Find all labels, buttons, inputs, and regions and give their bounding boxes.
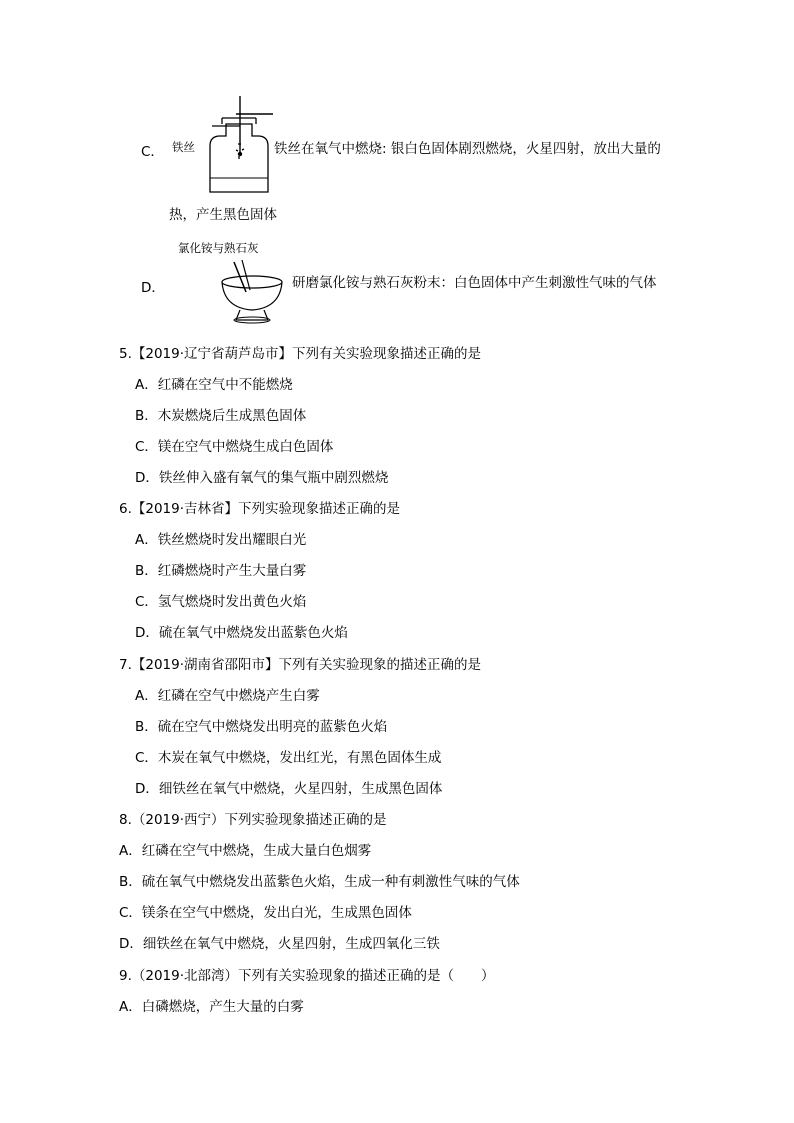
q9-option-a: A．白磷燃烧，产生大量的白雾	[119, 999, 304, 1015]
mortar-pestle-drawing	[212, 256, 292, 326]
option-c-text: 铁丝在氧气中燃烧: 银白色固体剧烈燃烧，火星四射，放出大量的	[274, 141, 661, 157]
q8-option-d: D．细铁丝在氧气中燃烧，火星四射，生成四氧化三铁	[119, 936, 440, 952]
q6-option-d: D．硫在氧气中燃烧发出蓝紫色火焰	[135, 625, 348, 641]
q5-option-b: B．木炭燃烧后生成黑色固体	[135, 408, 307, 424]
q8-option-c: C．镁条在空气中燃烧，发出白光，生成黑色固体	[119, 905, 412, 921]
q8-stem: 8.（2019·西宁）下列实验现象描述正确的是	[119, 812, 387, 828]
q8-option-b: B．硫在氧气中燃烧发出蓝紫色火焰，生成一种有刺激性气味的气体	[119, 874, 520, 890]
option-d-text: 研磨氯化铵与熟石灰粉末：白色固体中产生刺激性气味的气体	[292, 275, 657, 291]
q5-stem: 5.【2019·辽宁省葫芦岛市】下列有关实验现象描述正确的是	[119, 346, 482, 362]
q7-option-c: C．木炭在氧气中燃烧，发出红光，有黑色固体生成	[135, 750, 442, 766]
q7-option-d: D．细铁丝在氧气中燃烧，火星四射，生成黑色固体	[135, 781, 443, 797]
q6-option-c: C．氢气燃烧时发出黄色火焰	[135, 594, 307, 610]
q7-option-b: B．硫在空气中燃烧发出明亮的蓝紫色火焰	[135, 719, 388, 735]
mortar-pestle-figure	[212, 256, 292, 326]
q8-option-a: A．红磷在空气中燃烧，生成大量白色烟雾	[119, 843, 372, 859]
mortar-label: 氯化铵与熟石灰	[178, 241, 259, 255]
iron-wire-label: 铁丝	[172, 140, 195, 154]
q7-option-a: A．红磷在空气中燃烧产生白雾	[135, 688, 320, 704]
q6-stem: 6.【2019·吉林省】下列实验现象描述正确的是	[119, 501, 401, 517]
option-d-letter: D．	[141, 280, 165, 296]
q5-option-d: D．铁丝伸入盛有氧气的集气瓶中剧烈燃烧	[135, 470, 389, 486]
q5-option-a: A．红磷在空气中不能燃烧	[135, 377, 293, 393]
option-c-text-continued: 热，产生黑色固体	[169, 207, 277, 223]
q6-option-b: B．红磷燃烧时产生大量白雾	[135, 563, 307, 579]
q5-option-c: C．镁在空气中燃烧生成白色固体	[135, 439, 334, 455]
q7-stem: 7.【2019·湖南省邵阳市】下列有关实验现象的描述正确的是	[119, 657, 482, 673]
q6-option-a: A．铁丝燃烧时发出耀眼白光	[135, 532, 307, 548]
q9-stem: 9.（2019·北部湾）下列有关实验现象的描述正确的是（ ）	[119, 968, 495, 984]
option-c-letter: C．	[141, 144, 164, 160]
